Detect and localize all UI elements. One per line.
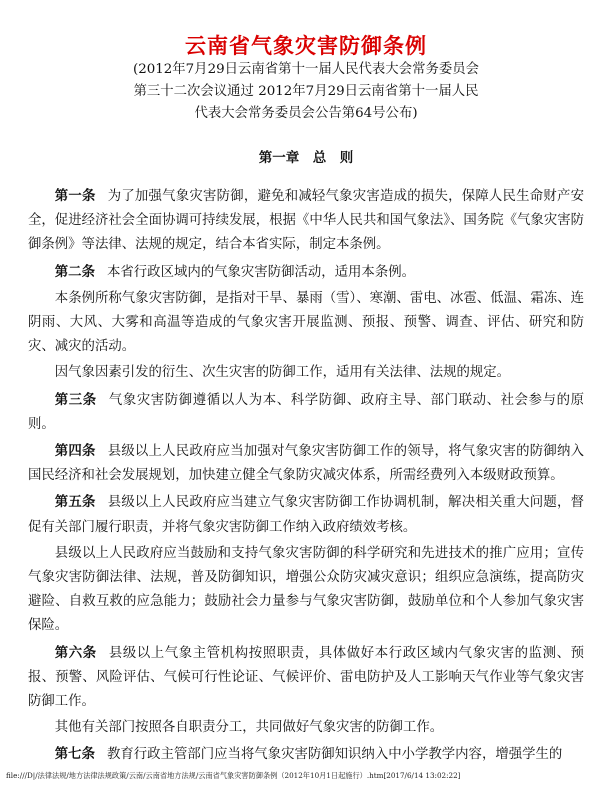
paragraph-text: 县级以上气象主管机构按照职责，具体做好本行政区域内气象灾害的监测、预报、预警、风险评估、气候可行性论证、气候评价、雷电防护及人工影响天气作业等气象灾害防御工作。 [28, 645, 585, 710]
paragraph [28, 388, 584, 437]
article-number: 第五条 [54, 494, 96, 511]
paragraph [28, 542, 584, 639]
paragraph [28, 287, 584, 360]
paragraph-text: 因气象因素引发的衍生、次生灾害的防御工作，适用有关法律、法规的规定。 [54, 365, 511, 381]
paragraph-text: 县级以上人民政府应当加强对气象灾害防御工作的领导，将气象灾害的防御纳入国民经济和社会发展规划，加快建立健全气象防灾减灾体系，所需经费列入本级财政预算。 [28, 444, 585, 484]
paragraph-text: 本省行政区域内的气象灾害防御活动，适用本条例。 [107, 264, 415, 280]
article-number: 第四条 [54, 443, 96, 460]
article-number: 第六条 [54, 644, 97, 661]
article-number: 第七条 [54, 746, 95, 763]
subtitle-line: 第三十二次会议通过 2012年7月29日云南省第十一届人民 [133, 84, 479, 99]
chapter-heading: 第一章 总 则 [258, 150, 354, 166]
paragraph-text: 本条例所称气象灾害防御，是指对干旱、暴雨（雪）、寒潮、雷电、冰雹、低温、霜冻、连阴雨、大风、大雾和高温等造成的气象灾害开展监测、预报、预警、调查、评估、研究和防灾、减灾的活动。 [28, 290, 584, 355]
paragraph-text: 县级以上人民政府应当鼓励和支持气象灾害防御的科学研究和先进技术的推广应用；宣传气象灾害防御法律、法规，普及防御知识，增强公众防灾减灾意识；组织应急演练，提高防灾避险、自救互救的应急能力；鼓励社会力量参与气象灾害防御，鼓励单位和个人参加气象灾害保险。 [28, 545, 584, 634]
paragraph-text: 其他有关部门按照各自职责分工，共同做好气象灾害的防御工作。 [54, 720, 444, 736]
paragraph-text: 县级以上人民政府应当建立气象灾害防御工作协调机制，解决相关重大问题，督促有关部门履行职责，并将气象灾害防御工作纳入政府绩效考核。 [28, 495, 585, 535]
paragraph [28, 361, 584, 385]
article-number: 第三条 [54, 391, 97, 408]
paragraph [28, 184, 584, 258]
paragraph [28, 260, 584, 285]
document-body [28, 184, 584, 768]
document-subtitle [0, 59, 612, 125]
document-title: 云南省气象灾害防御条例 [185, 33, 427, 58]
paragraph [28, 742, 584, 767]
subtitle-line: (2012年7月29日云南省第十一届人民代表大会常务委员会 [132, 62, 480, 77]
article-number: 第二条 [54, 263, 95, 280]
file-path-footer: file:///D|/法律法规/地方法律法规政策/云南/云南省地方法规/云南省气象灾害防御条例（2012年10月1日起施行）.htm[2017/6/14 13:02:22] [6, 771, 461, 780]
article-number: 第一条 [54, 188, 96, 204]
paragraph-text: 气象灾害防御遵循以人为本、科学防御、政府主导、部门联动、社会参与的原则。 [28, 392, 585, 432]
paragraph-text: 为了加强气象灾害防御，避免和减轻气象灾害造成的损失，保障人民生命财产安全，促进经济社会全面协调可持续发展，根据《中华人民共和国气象法》、国务院《气象灾害防御条例》等法律、法规的规定，结合本省实际，制定本条例。 [28, 189, 585, 253]
paragraph-text: 教育行政主管部门应当将气象灾害防御知识纳入中小学教学内容，增强学生的 [107, 747, 563, 763]
subtitle-line: 代表大会常务委员会公告第64号公布) [194, 106, 418, 121]
paragraph [28, 490, 584, 539]
paragraph [28, 439, 584, 488]
paragraph [28, 641, 584, 715]
paragraph [28, 716, 584, 740]
